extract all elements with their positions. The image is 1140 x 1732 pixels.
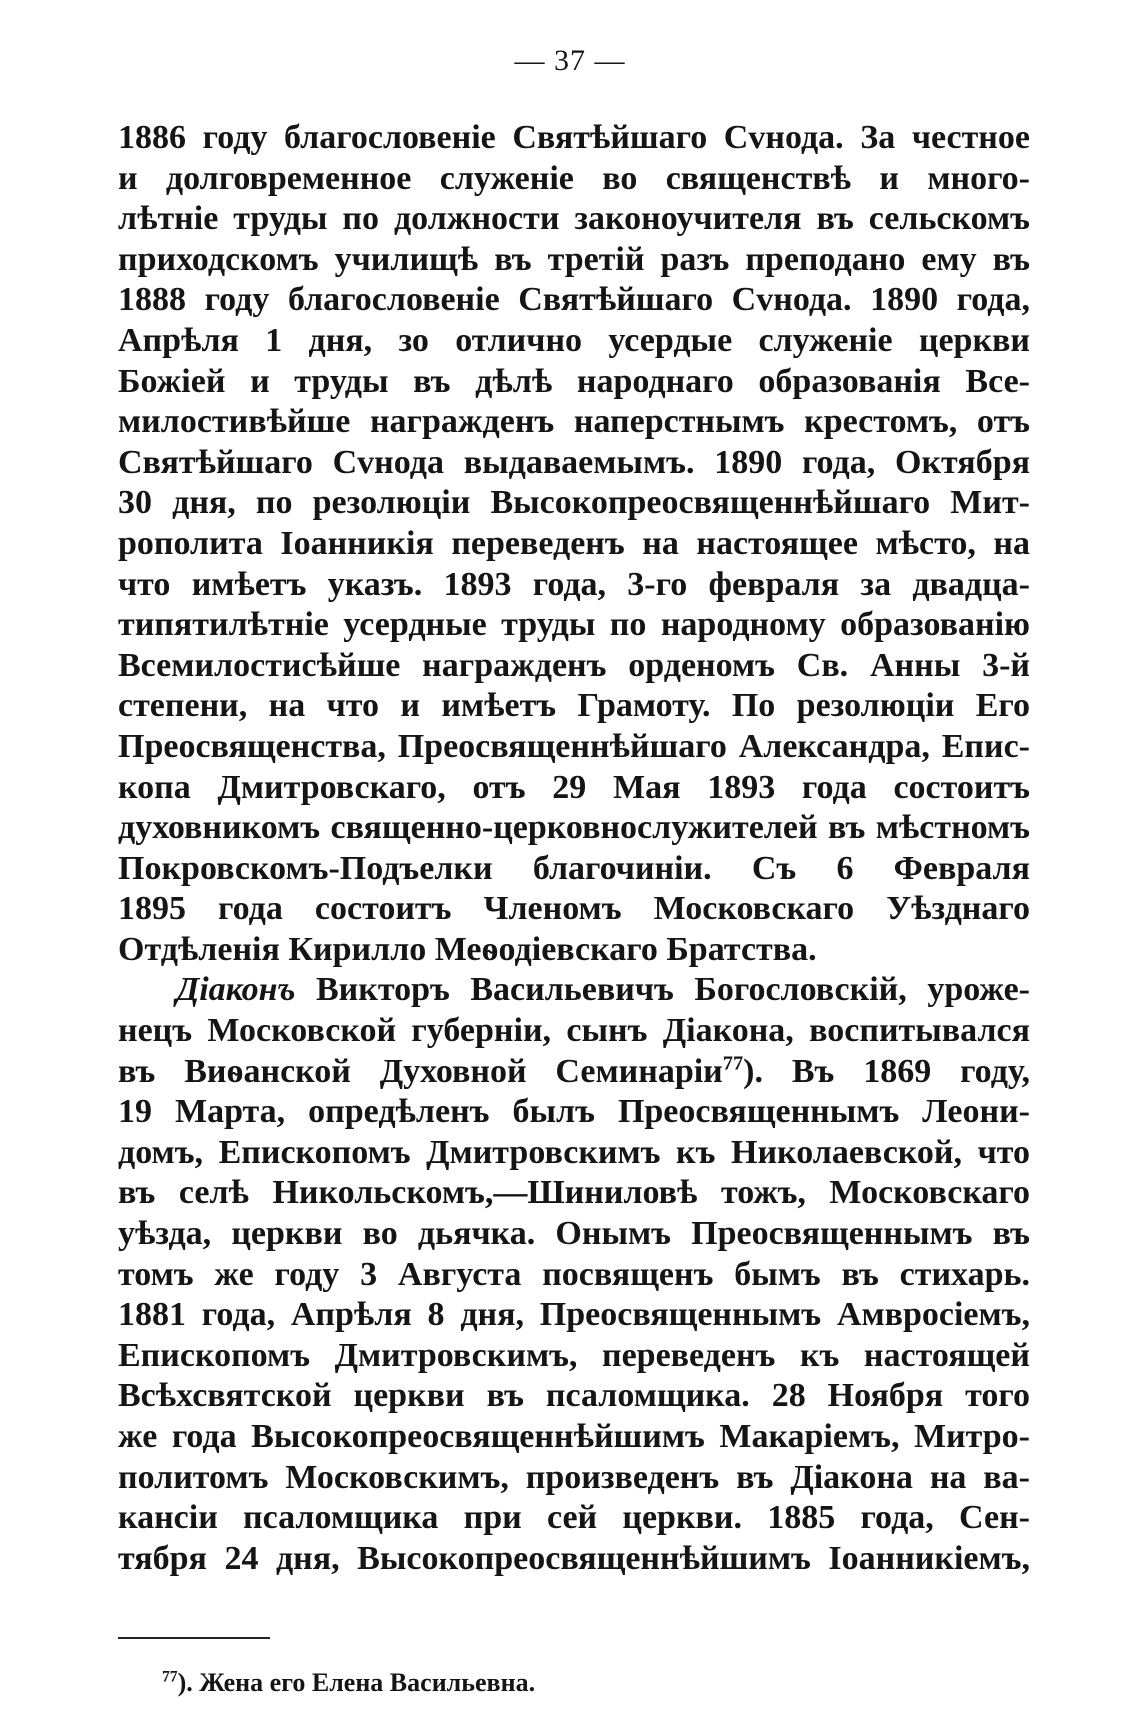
text-line: въ селѣ Никольскомъ,—Шиниловѣ тожъ, Московскаго <box>118 1174 1030 1212</box>
text-line-with-footnote-mark <box>118 1052 1030 1093</box>
text-line: приходскомъ училищѣ въ третій разъ преподано ему въ <box>118 240 1030 278</box>
text-line: что имѣетъ указъ. 1893 года, 3-го февраля за двадца- <box>118 565 1030 603</box>
text-line: лѣтніе труды по должности законоучителя въ сельскомъ <box>118 200 1030 238</box>
text-line: нецъ Московской губерніи, сынъ Діакона, воспитывался <box>118 1012 1030 1050</box>
text-line: 1881 года, Апрѣля 8 дня, Преосвященнымъ Амвросіемъ, <box>118 1296 1030 1334</box>
text-fragment: ). Въ 1869 году, <box>743 1052 1030 1090</box>
text-fragment: Викторъ Васильевичъ Богословскій, уроже- <box>315 971 1030 1009</box>
footnote-reference: 77 <box>722 1052 744 1075</box>
text-line: Всемилостисѣйше награжденъ орденомъ Св. Анны 3-й <box>118 646 1030 684</box>
text-line: кансіи псаломщика при сей церкви. 1885 года, Сен- <box>118 1499 1030 1537</box>
text-line: Апрѣля 1 дня, зо отлично усердые служеніе церкви <box>118 321 1030 359</box>
text-line: Покровскомъ-Подъелки благочиніи. Съ 6 Февраля <box>118 849 1030 887</box>
text-line: политомъ Московскимъ, произведенъ въ Діакона на ва- <box>118 1458 1030 1496</box>
text-line: Преосвященства, Преосвященнѣйшаго Александра, Епис- <box>118 727 1030 765</box>
paragraph-start-line <box>118 970 1030 1011</box>
page-number: — 37 — <box>514 44 626 77</box>
text-line: Епископомъ Дмитровскимъ, переведенъ къ настоящей <box>118 1336 1030 1374</box>
main-text <box>118 118 1030 1579</box>
text-line: духовникомъ священно-церковнослужителей въ мѣстномъ <box>118 809 1030 847</box>
text-line: степени, на что и имѣетъ Грамоту. По резолюціи Его <box>118 687 1030 725</box>
text-line: милостивѣйше награжденъ наперстнымъ крестомъ, отъ <box>118 403 1030 441</box>
text-line: 1886 году благословеніе Святѣйшаго Сvнода. За честное <box>118 119 1030 156</box>
text-line: домъ, Епископомъ Дмитровскимъ къ Николаевской, что <box>118 1133 1030 1171</box>
text-line: рополита Іоанникія переведенъ на настоящее мѣсто, на <box>118 524 1030 562</box>
footnote-divider <box>118 1637 270 1639</box>
text-line: томъ же году 3 Августа посвященъ бымъ въ стихарь. <box>118 1255 1030 1293</box>
text-line: 1895 года состоитъ Членомъ Московскаго Уѣзднаго <box>118 890 1030 928</box>
text-line: уѣзда, церкви во дьячка. Онымъ Преосвященнымъ въ <box>118 1215 1030 1253</box>
text-line: Святѣйшаго Сvнода выдаваемымъ. 1890 года, Октября <box>118 443 1030 481</box>
text-line: Отдѣленія Кирилло Меѳодіевскаго Братства. <box>118 930 817 968</box>
footnote-mark: 77 <box>162 1668 178 1686</box>
text-line: и долговременное служеніе во священствѣ и много- <box>118 159 1030 197</box>
text-line: Божіей и труды въ дѣлѣ народнаго образованія Все- <box>118 362 1030 400</box>
text-line: 30 дня, по резолюціи Высокопреосвященнѣйшаго Мит- <box>118 484 1030 522</box>
text-line: Всѣхсвятской церкви въ псаломщика. 28 Ноября того <box>118 1377 1030 1415</box>
text-line: тября 24 дня, Высокопреосвященнѣйшимъ Іоанникіемъ, <box>118 1539 1030 1577</box>
text-line: 1888 году благословеніе Святѣйшаго Сvнода. 1890 года, <box>118 281 1030 319</box>
footnote <box>162 1668 535 1698</box>
text-fragment: въ Виѳанской Духовной Семинаріи <box>118 1052 723 1090</box>
text-line: копа Дмитровскаго, отъ 29 Мая 1893 года состоитъ <box>118 768 1030 806</box>
text-line: типятилѣтніе усердные труды по народному образованію <box>118 606 1030 644</box>
text-line: же года Высокопреосвященнѣйшимъ Макаріемъ, Митро- <box>118 1418 1030 1455</box>
paragraph-lead-word: Діаконъ <box>176 971 296 1009</box>
text-line: 19 Марта, опредѣленъ былъ Преосвященнымъ Леони- <box>118 1093 1030 1131</box>
footnote-text: ). Жена его Елена Васильевна. <box>177 1668 536 1697</box>
